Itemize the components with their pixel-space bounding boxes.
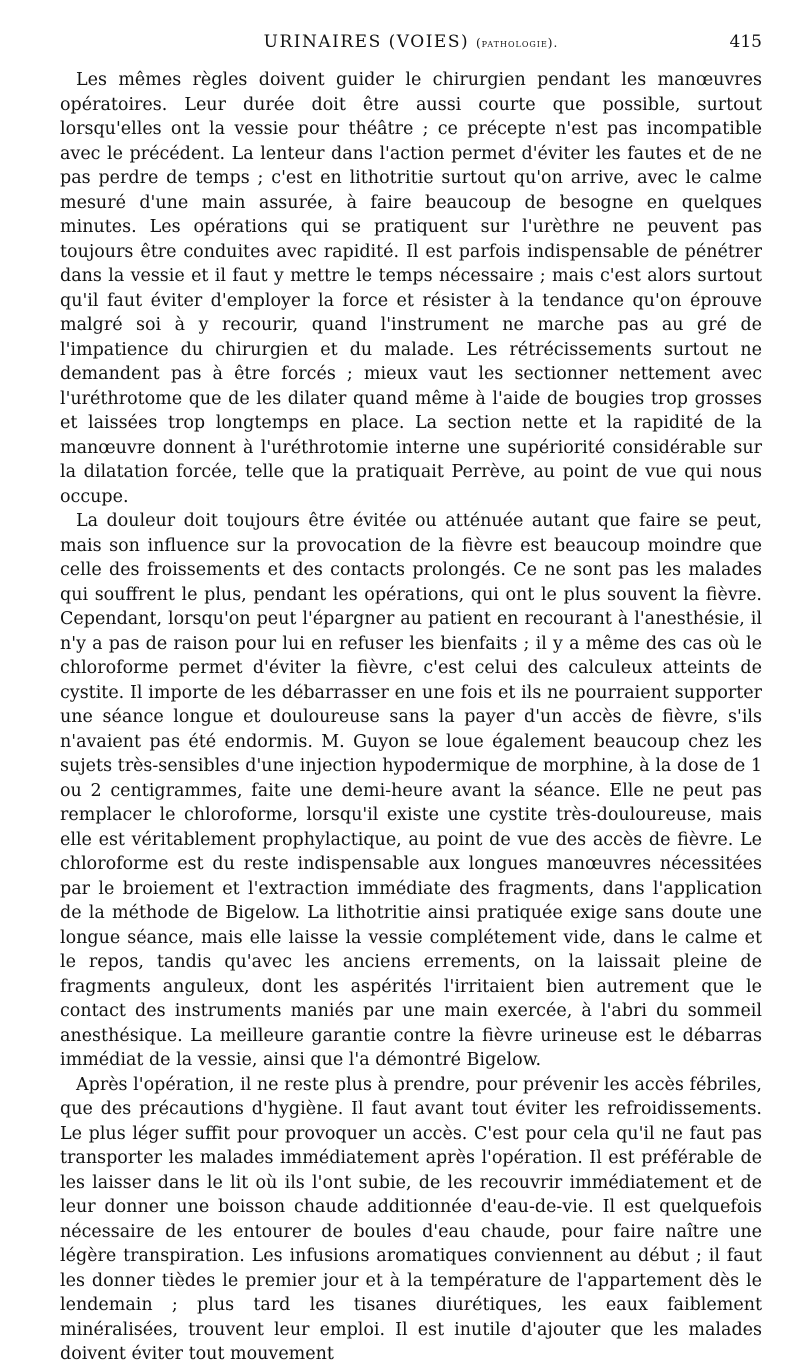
page-header [60, 32, 762, 58]
paragraph-1: Les mêmes règles doivent guider le chirurgien pendant les manœuvres opératoires. Leur durée doit être aussi courte que possible, surtout lorsqu'elles ont la vessie pour théâtre ; ce précepte n'est pas incompatible avec le précédent. La lenteur dans l'action permet d'éviter les fautes et de ne pas perdre de temps ; c'est en lithotritie surtout qu'on arrive, avec le calme mesuré d'une main assurée, à faire beaucoup de besogne en quelques minutes. Les opérations qui se pratiquent sur l'urèthre ne peuvent pas toujours être conduites avec rapidité. Il est parfois indispensable de pénétrer dans la vessie et il faut y mettre le temps nécessaire ; mais c'est alors surtout qu'il faut éviter d'employer la force et résister à la tendance qu'on éprouve malgré soi à y recourir, quand l'instrument ne marche pas au gré de l'impatience du chirurgien et du malade. Les rétrécissements surtout ne demandent pas à être forcés ; mieux vaut les sectionner nettement avec l'uréthrotome que de les dilater quand même à l'aide de bougies trop grosses et laissées trop longtemps en place. La section nette et la rapidité de la manœuvre donnent à l'uréthrotomie interne une supériorité considérable sur la dilatation forcée, telle que la pratiquait Perrève, au point de vue qui nous occupe. [60, 70, 762, 507]
paragraph-2: La douleur doit toujours être évitée ou atténuée autant que faire se peut, mais son influence sur la provocation de la fièvre est beaucoup moindre que celle des froissements et des contacts prolongés. Ce ne sont pas les malades qui souffrent le plus, pendant les opérations, qui ont le plus souvent la fièvre. Cependant, lorsqu'on peut l'épargner au patient en recourant à l'anesthésie, il n'y a pas de raison pour lui en refuser les bienfaits ; il y a même des cas où le chloroforme permet d'éviter la fièvre, c'est celui des calculeux atteints de cystite. Il importe de les débarrasser en une fois et ils ne pourraient supporter une séance longue et douloureuse sans la payer d'un accès de fièvre, s'ils n'avaient pas été endormis. M. Guyon se loue également beaucoup chez les sujets très-sensibles d'une injection hypodermique de morphine, à la dose de 1 ou 2 centigrammes, faite une demi-heure avant la séance. Elle ne peut pas remplacer le chloroforme, lorsqu'il existe une cystite très-douloureuse, mais elle est véritablement prophylactique, au point de vue des accès de fièvre. Le chloroforme est du reste indispensable aux longues manœuvres nécessitées par le broiement et l'extraction immédiate des fragments, dans l'application de la méthode de Bigelow. La lithotritie ainsi pratiquée exige sans doute une longue séance, mais elle laisse la vessie complétement vide, dans le calme et le repos, tandis qu'avec les anciens errements, on la laissait pleine de fragments anguleux, dont les aspérités l'irritaient bien autrement que le contact des instruments maniés par une main exercée, à l'abri du sommeil anesthésique. La meilleure garantie contre la fièvre urineuse est le débarras immédiat de la vessie, ainsi que l'a démontré Bigelow. [60, 511, 762, 1070]
body-text [60, 68, 762, 1367]
page-number: 415 [729, 32, 762, 52]
running-title-main: URINAIRES (VOIES) [263, 32, 470, 52]
running-title-subtitle: (pathologie). [476, 36, 559, 50]
paragraph-3: Après l'opération, il ne reste plus à prendre, pour prévenir les accès fébriles, que des précautions d'hygiène. Il faut avant tout éviter les refroidissements. Le plus léger suffit pour provoquer un accès. C'est pour cela qu'il ne faut pas transporter les malades immédiatement après l'opération. Il est préférable de les laisser dans le lit où ils l'ont subie, de les recouvrir immédiatement et de leur donner une boisson chaude additionnée d'eau-de-vie. Il est quelquefois nécessaire de les entourer de boules d'eau chaude, pour faire naître une légère transpiration. Les infusions aromatiques conviennent au début ; il faut les donner tièdes le premier jour et à la température de l'appartement dès le lendemain ; plus tard les tisanes diurétiques, les eaux faiblement minéralisées, trouvent leur emploi. Il est inutile d'ajouter que les malades doivent éviter tout mouvement [60, 1074, 762, 1364]
running-title [60, 32, 762, 52]
